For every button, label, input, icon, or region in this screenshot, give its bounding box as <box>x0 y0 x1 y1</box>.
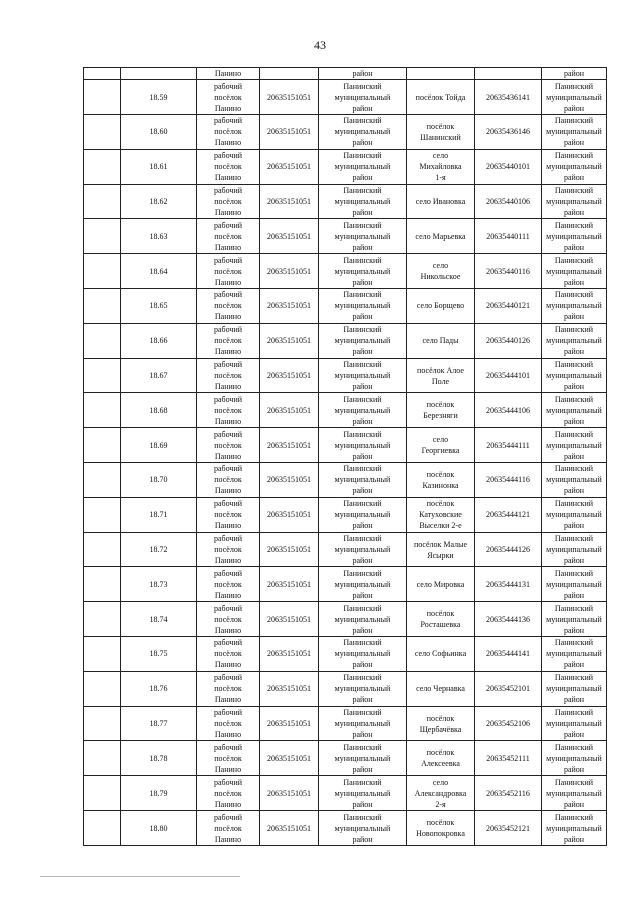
table-row <box>84 289 607 324</box>
cell-num: 18.62 <box>121 184 197 219</box>
cell-empty <box>84 115 121 150</box>
table-row-continuation <box>84 68 607 80</box>
cell-empty <box>84 428 121 463</box>
cell-district: Панинский муниципальный район <box>319 776 407 811</box>
cell-district2: район <box>542 68 607 80</box>
cell-num: 18.72 <box>121 532 197 567</box>
cell-code: 20635452106 <box>475 706 542 741</box>
table-row <box>84 706 607 741</box>
cell-empty <box>84 637 121 672</box>
cell-settlement: село Марьевка <box>407 219 475 254</box>
cell-district2: Панинский муниципальный район <box>542 115 607 150</box>
cell-empty <box>84 358 121 393</box>
cell-num: 18.61 <box>121 149 197 184</box>
cell-oktmo: 20635151051 <box>260 115 319 150</box>
cell-empty <box>84 776 121 811</box>
cell-district2: Панинский муниципальный район <box>542 811 607 846</box>
table-row <box>84 358 607 393</box>
cell-empty <box>84 149 121 184</box>
cell-settlement: посёлок Росташевка <box>407 602 475 637</box>
cell-settlement: посёлок Березняги <box>407 393 475 428</box>
cell-empty <box>84 463 121 498</box>
cell-district2: Панинский муниципальный район <box>542 776 607 811</box>
cell-oktmo: 20635151051 <box>260 463 319 498</box>
cell-empty <box>84 393 121 428</box>
cell-settlement: посёлок Новопокровка <box>407 811 475 846</box>
cell-district2: Панинский муниципальный район <box>542 532 607 567</box>
cell-code: 20635444131 <box>475 567 542 602</box>
cell-oktmo: 20635151051 <box>260 811 319 846</box>
cell-subject: рабочий посёлок Панино <box>197 602 260 637</box>
cell-empty <box>84 289 121 324</box>
cell-oktmo: 20635151051 <box>260 706 319 741</box>
cell-empty <box>84 602 121 637</box>
settlements-table <box>83 67 607 846</box>
cell-oktmo: 20635151051 <box>260 671 319 706</box>
cell-code: 20635440121 <box>475 289 542 324</box>
cell-subject: рабочий посёлок Панино <box>197 149 260 184</box>
cell-oktmo: 20635151051 <box>260 323 319 358</box>
table-row <box>84 149 607 184</box>
cell-district: Панинский муниципальный район <box>319 741 407 776</box>
cell-empty <box>84 68 121 80</box>
cell-district: Панинский муниципальный район <box>319 254 407 289</box>
cell-code: 20635440101 <box>475 149 542 184</box>
cell-district: Панинский муниципальный район <box>319 497 407 532</box>
table-row <box>84 567 607 602</box>
cell-settlement: село Пады <box>407 323 475 358</box>
cell-subject: рабочий посёлок Панино <box>197 323 260 358</box>
cell-subject: рабочий посёлок Панино <box>197 497 260 532</box>
cell-settlement: село Александровка 2-я <box>407 776 475 811</box>
cell-num: 18.63 <box>121 219 197 254</box>
cell-settlement: село Михайловка 1-я <box>407 149 475 184</box>
table-row <box>84 463 607 498</box>
cell-district: район <box>319 68 407 80</box>
cell-num: 18.80 <box>121 811 197 846</box>
cell-subject: рабочий посёлок Панино <box>197 428 260 463</box>
cell-oktmo: 20635151051 <box>260 741 319 776</box>
table-row <box>84 428 607 463</box>
cell-district2: Панинский муниципальный район <box>542 323 607 358</box>
cell-oktmo: 20635151051 <box>260 776 319 811</box>
table-row <box>84 776 607 811</box>
table-row <box>84 637 607 672</box>
table-row <box>84 532 607 567</box>
table-row <box>84 219 607 254</box>
cell-empty <box>84 219 121 254</box>
cell-district2: Панинский муниципальный район <box>542 149 607 184</box>
cell-district: Панинский муниципальный район <box>319 706 407 741</box>
cell-oktmo <box>260 68 319 80</box>
cell-settlement: село Чернавка <box>407 671 475 706</box>
cell-settlement: посёлок Тойда <box>407 80 475 115</box>
cell-district: Панинский муниципальный район <box>319 219 407 254</box>
cell-subject: рабочий посёлок Панино <box>197 532 260 567</box>
cell-code: 20635444116 <box>475 463 542 498</box>
cell-oktmo: 20635151051 <box>260 358 319 393</box>
cell-empty <box>84 323 121 358</box>
cell-oktmo: 20635151051 <box>260 497 319 532</box>
cell-code: 20635452101 <box>475 671 542 706</box>
cell-num: 18.76 <box>121 671 197 706</box>
cell-num: 18.69 <box>121 428 197 463</box>
cell-district2: Панинский муниципальный район <box>542 567 607 602</box>
cell-oktmo: 20635151051 <box>260 254 319 289</box>
table-row <box>84 393 607 428</box>
cell-num: 18.66 <box>121 323 197 358</box>
cell-district2: Панинский муниципальный район <box>542 463 607 498</box>
page-number: 43 <box>314 38 326 52</box>
cell-district2: Панинский муниципальный район <box>542 706 607 741</box>
cell-subject: рабочий посёлок Панино <box>197 80 260 115</box>
cell-subject: рабочий посёлок Панино <box>197 776 260 811</box>
cell-district: Панинский муниципальный район <box>319 323 407 358</box>
cell-num: 18.78 <box>121 741 197 776</box>
cell-district2: Панинский муниципальный район <box>542 219 607 254</box>
cell-subject: рабочий посёлок Панино <box>197 393 260 428</box>
cell-district2: Панинский муниципальный район <box>542 184 607 219</box>
cell-empty <box>84 741 121 776</box>
cell-district2: Панинский муниципальный район <box>542 80 607 115</box>
table-body <box>84 68 607 846</box>
cell-subject: рабочий посёлок Панино <box>197 811 260 846</box>
cell-code: 20635440111 <box>475 219 542 254</box>
cell-settlement: посёлок Катуховские Выселки 2-е <box>407 497 475 532</box>
cell-oktmo: 20635151051 <box>260 149 319 184</box>
cell-num: 18.71 <box>121 497 197 532</box>
cell-settlement: село Борщево <box>407 289 475 324</box>
cell-district2: Панинский муниципальный район <box>542 428 607 463</box>
table-row <box>84 497 607 532</box>
cell-district: Панинский муниципальный район <box>319 637 407 672</box>
cell-num: 18.59 <box>121 80 197 115</box>
table-row <box>84 254 607 289</box>
bottom-rule <box>40 876 240 877</box>
cell-code: 20635440116 <box>475 254 542 289</box>
table-row <box>84 741 607 776</box>
cell-num: 18.68 <box>121 393 197 428</box>
cell-code: 20635444141 <box>475 637 542 672</box>
table-row <box>84 323 607 358</box>
cell-district2: Панинский муниципальный район <box>542 393 607 428</box>
cell-code: 20635444111 <box>475 428 542 463</box>
table-row <box>84 602 607 637</box>
cell-subject: рабочий посёлок Панино <box>197 463 260 498</box>
cell-oktmo: 20635151051 <box>260 184 319 219</box>
cell-num: 18.60 <box>121 115 197 150</box>
cell-settlement: село Никольское <box>407 254 475 289</box>
cell-settlement: село Ивановка <box>407 184 475 219</box>
cell-code: 20635436146 <box>475 115 542 150</box>
table-row <box>84 811 607 846</box>
cell-num: 18.73 <box>121 567 197 602</box>
cell-code: 20635436141 <box>475 80 542 115</box>
cell-empty <box>84 497 121 532</box>
cell-district2: Панинский муниципальный район <box>542 497 607 532</box>
cell-subject: рабочий посёлок Панино <box>197 219 260 254</box>
cell-num: 18.74 <box>121 602 197 637</box>
cell-num: 18.65 <box>121 289 197 324</box>
cell-subject: рабочий посёлок Панино <box>197 671 260 706</box>
cell-settlement: посёлок Щербачёвка <box>407 706 475 741</box>
cell-district: Панинский муниципальный район <box>319 567 407 602</box>
cell-oktmo: 20635151051 <box>260 567 319 602</box>
cell-code: 20635444126 <box>475 532 542 567</box>
cell-num: 18.67 <box>121 358 197 393</box>
cell-code: 20635452121 <box>475 811 542 846</box>
cell-subject: рабочий посёлок Панино <box>197 184 260 219</box>
cell-subject: рабочий посёлок Панино <box>197 741 260 776</box>
cell-code: 20635452116 <box>475 776 542 811</box>
cell-subject: рабочий посёлок Панино <box>197 637 260 672</box>
table-row <box>84 115 607 150</box>
cell-subject: рабочий посёлок Панино <box>197 358 260 393</box>
cell-oktmo: 20635151051 <box>260 80 319 115</box>
cell-oktmo: 20635151051 <box>260 289 319 324</box>
cell-settlement: село Мировка <box>407 567 475 602</box>
cell-empty <box>84 532 121 567</box>
cell-settlement: посёлок Шанинский <box>407 115 475 150</box>
cell-district: Панинский муниципальный район <box>319 393 407 428</box>
cell-empty <box>84 706 121 741</box>
cell-empty <box>84 254 121 289</box>
cell-district2: Панинский муниципальный район <box>542 289 607 324</box>
cell-code: 20635444101 <box>475 358 542 393</box>
cell-district2: Панинский муниципальный район <box>542 671 607 706</box>
cell-code: 20635444121 <box>475 497 542 532</box>
cell-oktmo: 20635151051 <box>260 219 319 254</box>
cell-subject: рабочий посёлок Панино <box>197 289 260 324</box>
cell-code: 20635440126 <box>475 323 542 358</box>
cell-settlement: село Георгиевка <box>407 428 475 463</box>
cell-settlement: посёлок Малые Ясырки <box>407 532 475 567</box>
cell-empty <box>84 80 121 115</box>
cell-district2: Панинский муниципальный район <box>542 741 607 776</box>
cell-code: 20635444106 <box>475 393 542 428</box>
cell-oktmo: 20635151051 <box>260 428 319 463</box>
cell-num: 18.77 <box>121 706 197 741</box>
cell-num: 18.75 <box>121 637 197 672</box>
cell-district: Панинский муниципальный район <box>319 184 407 219</box>
cell-district: Панинский муниципальный район <box>319 671 407 706</box>
cell-district: Панинский муниципальный район <box>319 80 407 115</box>
cell-code: 20635444136 <box>475 602 542 637</box>
table-row <box>84 671 607 706</box>
cell-settlement: посёлок Алое Поле <box>407 358 475 393</box>
cell-num: 18.79 <box>121 776 197 811</box>
cell-district: Панинский муниципальный район <box>319 289 407 324</box>
cell-empty <box>84 671 121 706</box>
cell-code <box>475 68 542 80</box>
cell-empty <box>84 184 121 219</box>
cell-district: Панинский муниципальный район <box>319 463 407 498</box>
cell-district2: Панинский муниципальный район <box>542 602 607 637</box>
cell-code: 20635440106 <box>475 184 542 219</box>
cell-subject: Панино <box>197 68 260 80</box>
cell-district: Панинский муниципальный район <box>319 532 407 567</box>
cell-district: Панинский муниципальный район <box>319 428 407 463</box>
cell-empty <box>84 567 121 602</box>
cell-district: Панинский муниципальный район <box>319 149 407 184</box>
cell-oktmo: 20635151051 <box>260 393 319 428</box>
cell-num: 18.70 <box>121 463 197 498</box>
cell-oktmo: 20635151051 <box>260 602 319 637</box>
cell-district: Панинский муниципальный район <box>319 358 407 393</box>
cell-oktmo: 20635151051 <box>260 637 319 672</box>
table-row <box>84 184 607 219</box>
cell-settlement: посёлок Казинонка <box>407 463 475 498</box>
cell-settlement: посёлок Алексеевка <box>407 741 475 776</box>
cell-code: 20635452111 <box>475 741 542 776</box>
cell-district: Панинский муниципальный район <box>319 811 407 846</box>
cell-district2: Панинский муниципальный район <box>542 358 607 393</box>
cell-district2: Панинский муниципальный район <box>542 637 607 672</box>
cell-district2: Панинский муниципальный район <box>542 254 607 289</box>
cell-empty <box>84 811 121 846</box>
cell-subject: рабочий посёлок Панино <box>197 706 260 741</box>
cell-district: Панинский муниципальный район <box>319 115 407 150</box>
table-row <box>84 80 607 115</box>
cell-settlement <box>407 68 475 80</box>
cell-settlement: село Софьинка <box>407 637 475 672</box>
cell-subject: рабочий посёлок Панино <box>197 254 260 289</box>
cell-num: 18.64 <box>121 254 197 289</box>
cell-district: Панинский муниципальный район <box>319 602 407 637</box>
cell-oktmo: 20635151051 <box>260 532 319 567</box>
cell-num <box>121 68 197 80</box>
cell-subject: рабочий посёлок Панино <box>197 567 260 602</box>
cell-subject: рабочий посёлок Панино <box>197 115 260 150</box>
